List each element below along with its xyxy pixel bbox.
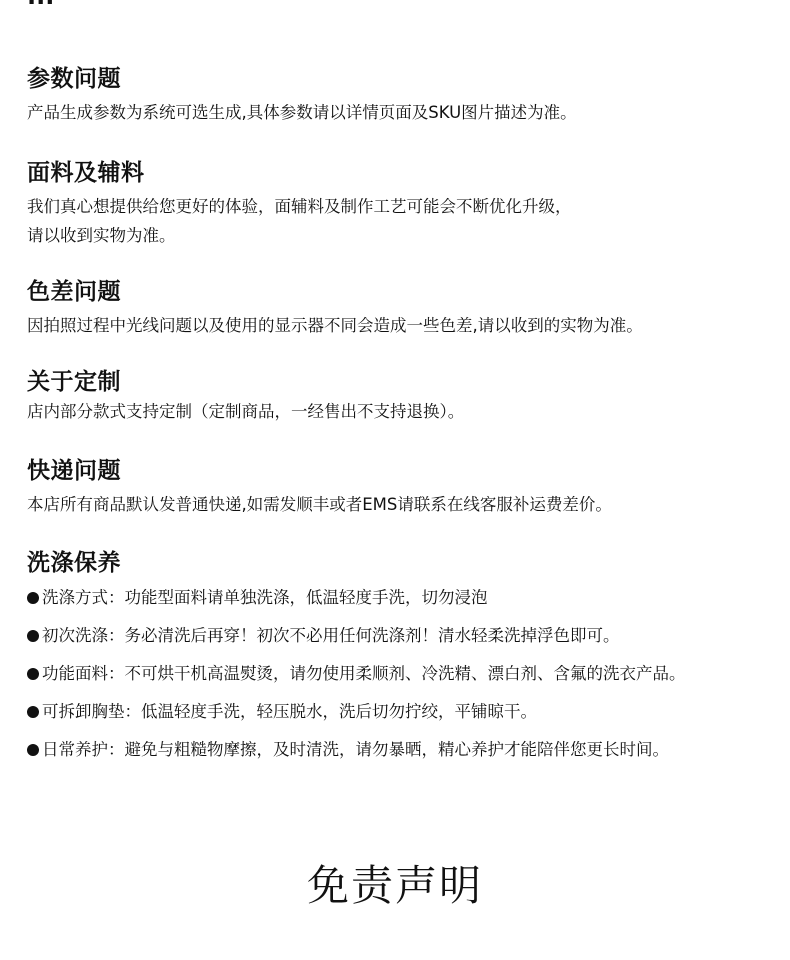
bullet-icon (27, 668, 39, 680)
care-item (27, 626, 750, 646)
section-title: 面料及辅料 (27, 160, 145, 186)
section-shipping (27, 456, 750, 519)
section-text: 我们真心想提供给您更好的体验，面辅料及制作工艺可能会不断优化升级， (27, 197, 572, 216)
care-item-text: 功能型面料请单独洗涤，低温轻度手洗，切勿浸泡 (124, 588, 488, 607)
care-item-label: 日常养护： (42, 740, 125, 759)
section-body (27, 397, 750, 426)
section-parameters (27, 64, 750, 127)
bullet-icon (27, 630, 39, 642)
care-item (27, 588, 750, 608)
section-title: 关于定制 (27, 369, 121, 395)
section-body (27, 98, 750, 127)
disclaimer-title: 免责声明 (306, 861, 483, 910)
care-item-label: 可拆卸胸垫： (42, 702, 141, 721)
care-item-label: 洗涤方式： (42, 588, 125, 607)
care-item-label: 功能面料： (42, 664, 125, 683)
section-customization (27, 367, 750, 426)
section-title: 洗涤保养 (27, 550, 121, 576)
section-title: 色差问题 (27, 279, 121, 305)
section-care (27, 548, 750, 778)
bullet-icon (27, 706, 39, 718)
section-body (27, 490, 750, 519)
section-text: 请以收到实物为准。 (27, 226, 176, 245)
care-item-label: 初次洗涤： (42, 626, 125, 645)
care-item-text: 不可烘干机高温熨烫，请勿使用柔顺剂、冷洗精、漂白剂、含氟的洗衣产品。 (124, 664, 686, 683)
section-text: 产品生成参数为系统可选生成,具体参数请以详情页面及SKU图片描述为准。 (27, 103, 577, 122)
section-title: 快递问题 (27, 458, 121, 484)
section-body (27, 192, 750, 250)
care-list (27, 588, 750, 760)
section-fabric (27, 158, 750, 250)
section-title: 参数问题 (27, 66, 121, 92)
care-item (27, 664, 750, 684)
care-item-text: 低温轻度手洗，轻压脱水，洗后切勿拧绞，平铺晾干。 (141, 702, 537, 721)
section-body (27, 311, 750, 340)
section-text: 因拍照过程中光线问题以及使用的显示器不同会造成一些色差,请以收到的实物为准。 (27, 316, 643, 335)
care-item-text: 避免与粗糙物摩擦，及时清洗，请勿暴晒，精心养护才能陪伴您更长时间。 (124, 740, 669, 759)
section-text: 本店所有商品默认发普通快递,如需发顺丰或者EMS请联系在线客服补运费差价。 (27, 495, 612, 514)
section-color-difference (27, 277, 750, 340)
care-item (27, 740, 750, 760)
section-text: 店内部分款式支持定制（定制商品，一经售出不支持退换）。 (27, 402, 465, 421)
care-item-text: 务必清洗后再穿！初次不必用任何洗涤剂！清水轻柔洗掉浮色即可。 (124, 626, 620, 645)
care-item (27, 702, 750, 722)
bullet-icon (27, 592, 39, 604)
bullet-icon (27, 744, 39, 756)
